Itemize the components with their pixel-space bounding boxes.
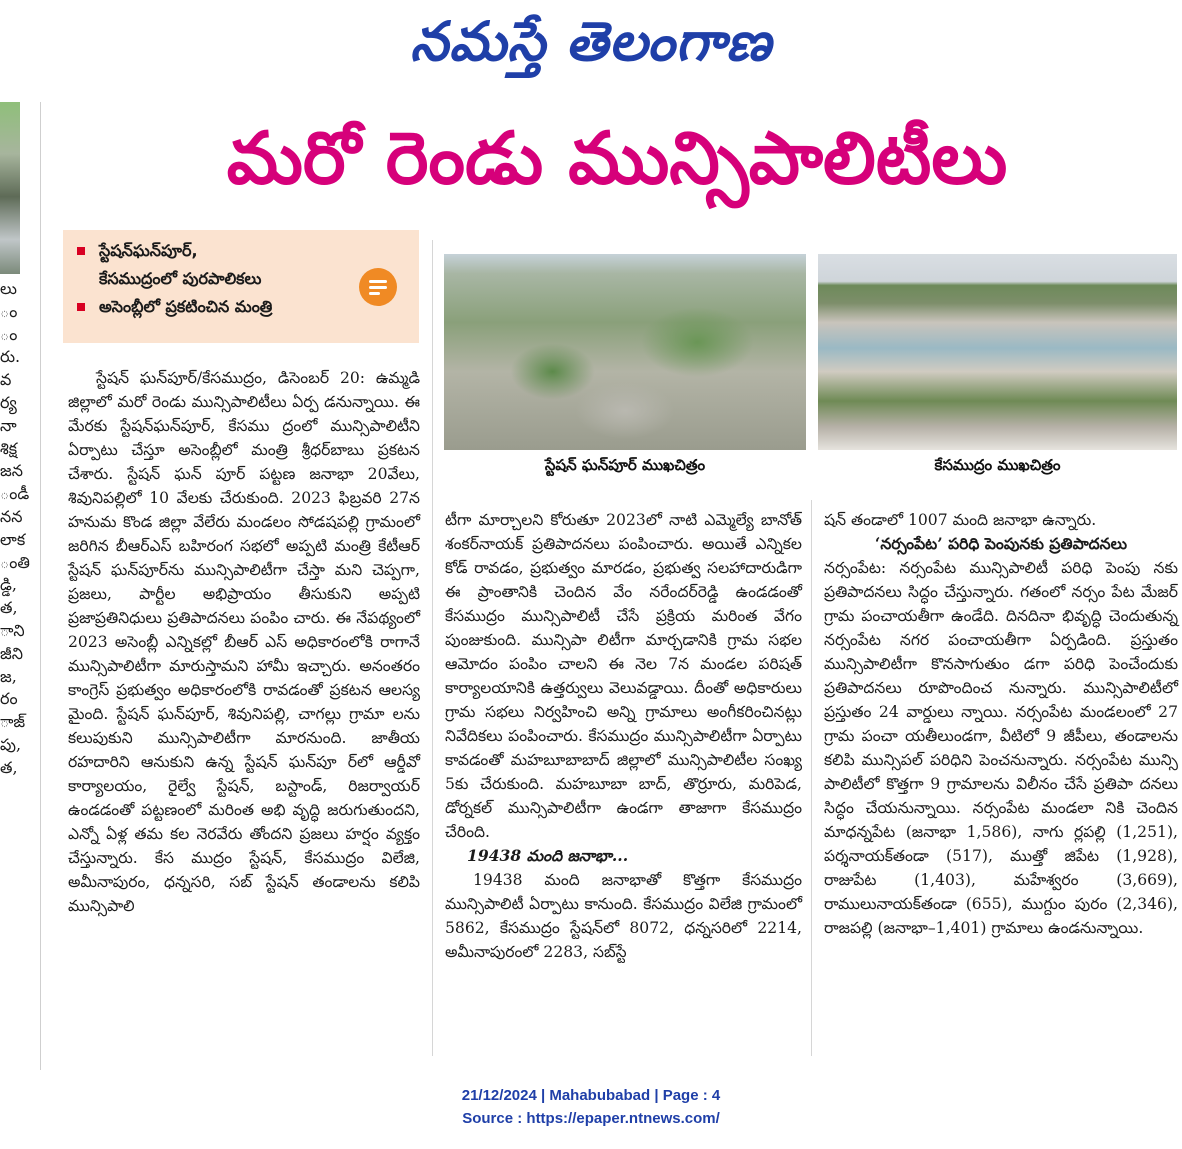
adjacent-text-line: రు.	[0, 347, 21, 367]
paragraph: 19438 మంది జనాభాతో కొత్తగా కేసముద్రం మున్సిపాలిటీ ఏర్పాటు కానుంది. కేసముద్రం విలేజి గ్రామంలో 5862, కేసముద్రం స్టేషన్‌లో 8072, ధన్నసరిలో 2214, అమీనాపురంలో 2283, సబ్‌స్టే	[445, 871, 802, 961]
photo-kesamudram	[818, 254, 1177, 450]
paragraph: టీగా మార్చాలని కోరుతూ 2023లో నాటి ఎమ్మెల్యే బానోత్ శంకర్‌నాయక్ ప్రతిపాదనలు పంపించారు. అయితే ఎన్నికల కోడ్ రావడం, ప్రభుత్వం మారడం, ప్రభుత్వ సలహాదారుడిగా ఈ ప్రాంతానికి చెందిన వేం నరేందర్‌రెడ్డి ఉండడంతో కేసముద్రం మున్సిపాలిటీ చేసే ప్రక్రియ మరింత వేగం పుంజుకుంది. మున్సిపా లిటీగా మార్చడానికి గ్రామ సభల ఆమోదం పంపిం చాలని ఈ నెల 7న మండల పరిషత్ కార్యాలయానికి ఉత్తర్వులు వెలువడ్డాయి. దీంతో అధికారులు గ్రామ సభలు నిర్వహించి అన్ని గ్రామాలు అంగీకరించినట్లు నివేదికలు పంపించారు. కేసముద్రం మున్సిపాలిటీగా ఏర్పాటు కావడంతో మహబూబాబాద్ జిల్లాలో మున్సిపాలిటీల సంఖ్య 5కు చేరుకుంది. మహబూబా బాద్, తొర్రూరు, మరిపెడ, డోర్నకల్ మున్సిపాలిటీగా ఉండగా తాజాగా కేసముద్రం చేరింది.	[445, 511, 802, 841]
highlight-item: కేసముద్రంలో పురపాలికలు	[99, 269, 262, 288]
article-column-3	[824, 508, 1178, 940]
column-divider	[811, 500, 812, 1056]
highlight-item: స్టేషన్‌ఘన్‌పూర్,	[77, 240, 365, 262]
adjacent-text-line: ండీ	[0, 484, 30, 504]
adjacent-text-line: నన	[0, 506, 23, 526]
adjacent-text-line: జీని	[0, 643, 23, 663]
paragraph: స్టేషన్ ఘన్‌పూర్/కేసముద్రం, డిసెంబర్ 20: ఉమ్మడి జిల్లాలో మరో రెండు మున్సిపాలిటీలు ఏర్ప డనున్నాయి. ఈ మేరకు స్టేషన్‌ఘన్‌పూర్, కేసము ద్రంలో మున్సిపాలిటీని ఏర్పాటు చేస్తూ అసెంబ్లీలో మంత్రి శ్రీధర్‌బాబు ప్రకటన చేశారు. స్టేషన్ ఘన్ పూర్ పట్టణ జనాభా 20వేలు, శివునిపల్లిలో 10 వేలకు చేరుకుంది. 2023 ఫిబ్రవరి 27న హనుమ కొండ జిల్లా వేలేరు మండలం సోడషపల్లి గ్రామంలో జరిగిన బీఆర్‌ఎస్ బహిరంగ సభలో అప్పటి మంత్రి కేటీఆర్ స్టేషన్ ఘన్‌పూర్‌ను మున్సిపాలిటీగా చేస్తా మని చెప్పగా, ప్రజలు, పార్టీల అభిప్రాయం తీసుకుని అప్పటి ప్రజాప్రతినిధులు ప్రతిపాదనలు పంపిం చారు. ఈ నేపథ్యంలో 2023 అసెంబ్లీ ఎన్నికల్లో బీఆర్ ఎస్ అధికారంలోకి రాగానే మున్సిపాలిటీగా మారుస్తామని హామీ ఇచ్చారు. అనంతరం కాంగ్రెస్ ప్రభుత్వం అధికారంలోకి రావడంతో ప్రకటన ఆలస్య మైంది. స్టేషన్ ఘన్‌పూర్, శివునిపల్లి, చాగల్లు గ్రామా లను కలుపుకుని మున్సిపాలిటీగా మారనుంది. జాతీయ రహదారిని ఆనుకుని ఉన్న స్టేషన్ ఘన్‌పూ ర్‌లో ఆర్డీవో కార్యాలయం, రైల్వే స్టేషన్, బస్టాండ్, రిజర్వాయర్ ఉండడంతో పట్టణంలో మరింత అభి వృద్ధి జరుగుతుందని, ఎన్నో ఏళ్ల తమ కల నెరవేరు తోందని ప్రజలు హర్షం వ్యక్తం చేస్తున్నారు. కేస ముద్రం స్టేషన్, కేసముద్రం విలేజి, అమీనాపురం, ధన్నసరి, సబ్ స్టేషన్ తండాలను కలిపి మున్సిపాలి	[68, 369, 420, 915]
adjacent-text-line: రం	[0, 689, 18, 709]
photo-caption: కేసముద్రం ముఖచిత్రం	[934, 456, 1061, 474]
adjacent-text-line: ాని	[0, 620, 25, 640]
paragraph: నర్సంపేట: నర్సంపేట మున్సిపాలిటీ పరిధి పెంపు నకు ప్రతిపాదనలు సిద్ధం చేస్తున్నారు. గతంలో నర్సం పేట మేజర్ గ్రామ పంచాయతీగా ఉండేది. దినదినా భివృద్ధి చెందుతున్న నర్సంపేట నగర పంచాయతీగా ఏర్పడింది. ప్రస్తుతం మున్సిపాలిటీగా కొనసాగుతుం డగా పరిధి పెంచేందుకు ప్రతిపాదనలు రూపొందించ నున్నారు. మున్సిపాలిటీలో ప్రస్తుతం 24 వార్డులు న్నాయి. నర్సంపేట మండలంలో 27 గ్రామ పంచా యతీలుండగా, వీటిలో 9 జీపీలు, తండాలను కలిపి మున్సిపల్ పరిధిని పెంచనున్నారు. నర్సంపేట మున్సి పాలిటీలో కొత్తగా 9 గ్రామాలను విలీనం చేసే ప్రతిపా దనలు సిద్ధం చేయనున్నాయి. నర్సంపేట మండలా నికి చెందిన మాధన్నపేట (జనాభా 1,586), నాగు ర్లపల్లి (1,251), పర్శనాయక్‌తండా (517), ముత్తో జిపేట (1,928), రాజుపేట (1,403), మహేశ్వరం (3,669), రాములునాయక్‌తండా (655), ముగ్దుం పురం (2,346), రాజపల్లి (జనాభా–1,401) గ్రామాలు ఉండనున్నాయి.	[824, 559, 1178, 937]
highlights-box	[63, 230, 419, 343]
summary-icon	[359, 268, 397, 306]
adjacent-text-line: డ్డి,	[0, 575, 17, 595]
adjacent-text-line: శిక్ష	[0, 438, 18, 458]
masthead-logo: నమస్తే తెలంగాణ	[410, 9, 772, 73]
footer-source-link[interactable]: Source : https://epaper.ntnews.com/	[462, 1110, 720, 1127]
article-column-1	[68, 366, 420, 918]
subheading: ‘నర్సంపేట’ పరిధి పెంపునకు ప్రతిపాదనలు	[874, 534, 1128, 553]
adjacent-text-line: లు	[0, 279, 17, 298]
adjacent-text-line: త,	[0, 757, 18, 777]
column-divider	[432, 240, 433, 1056]
adjacent-text-line: ంతి	[0, 552, 30, 572]
article-column-2	[445, 508, 802, 964]
bullet-icon	[77, 303, 85, 311]
adjacent-text-line: నా	[0, 415, 17, 435]
photo-caption: స్టేషన్ ఘన్‌పూర్ ముఖచిత్రం	[544, 456, 706, 474]
photo-station-ghanpur	[444, 254, 806, 450]
adjacent-text-line: లాక	[0, 529, 26, 549]
column-divider	[40, 102, 41, 1070]
bullet-icon	[77, 247, 85, 255]
adjacent-text-line: వ	[0, 370, 12, 390]
adjacent-text-line: జన	[0, 461, 23, 481]
article-headline: మరో రెండు మున్సిపాలిటీలు	[226, 116, 1008, 200]
adjacent-text	[0, 278, 30, 780]
adjacent-article-clip	[0, 102, 30, 1102]
adjacent-text-line: ం	[0, 301, 18, 321]
paragraph: షన్ తండాలో 1007 మంది జనాభా ఉన్నారు.	[824, 511, 1097, 529]
adjacent-text-line: ాజ్	[0, 712, 26, 732]
subheading: 19438 మంది జనాభా...	[467, 846, 629, 865]
adjacent-text-line: పు,	[0, 734, 22, 754]
adjacent-text-line: ం	[0, 324, 18, 344]
adjacent-photo	[0, 102, 20, 274]
adjacent-text-line: ర్య	[0, 392, 17, 412]
adjacent-text-line: త,	[0, 598, 18, 618]
footer-date-line: 21/12/2024 | Mahabubabad | Page : 4	[461, 1087, 721, 1104]
adjacent-text-line: జ,	[0, 666, 17, 686]
highlight-item: అసెంబ్లీలో ప్రకటించిన మంత్రి	[77, 296, 365, 318]
